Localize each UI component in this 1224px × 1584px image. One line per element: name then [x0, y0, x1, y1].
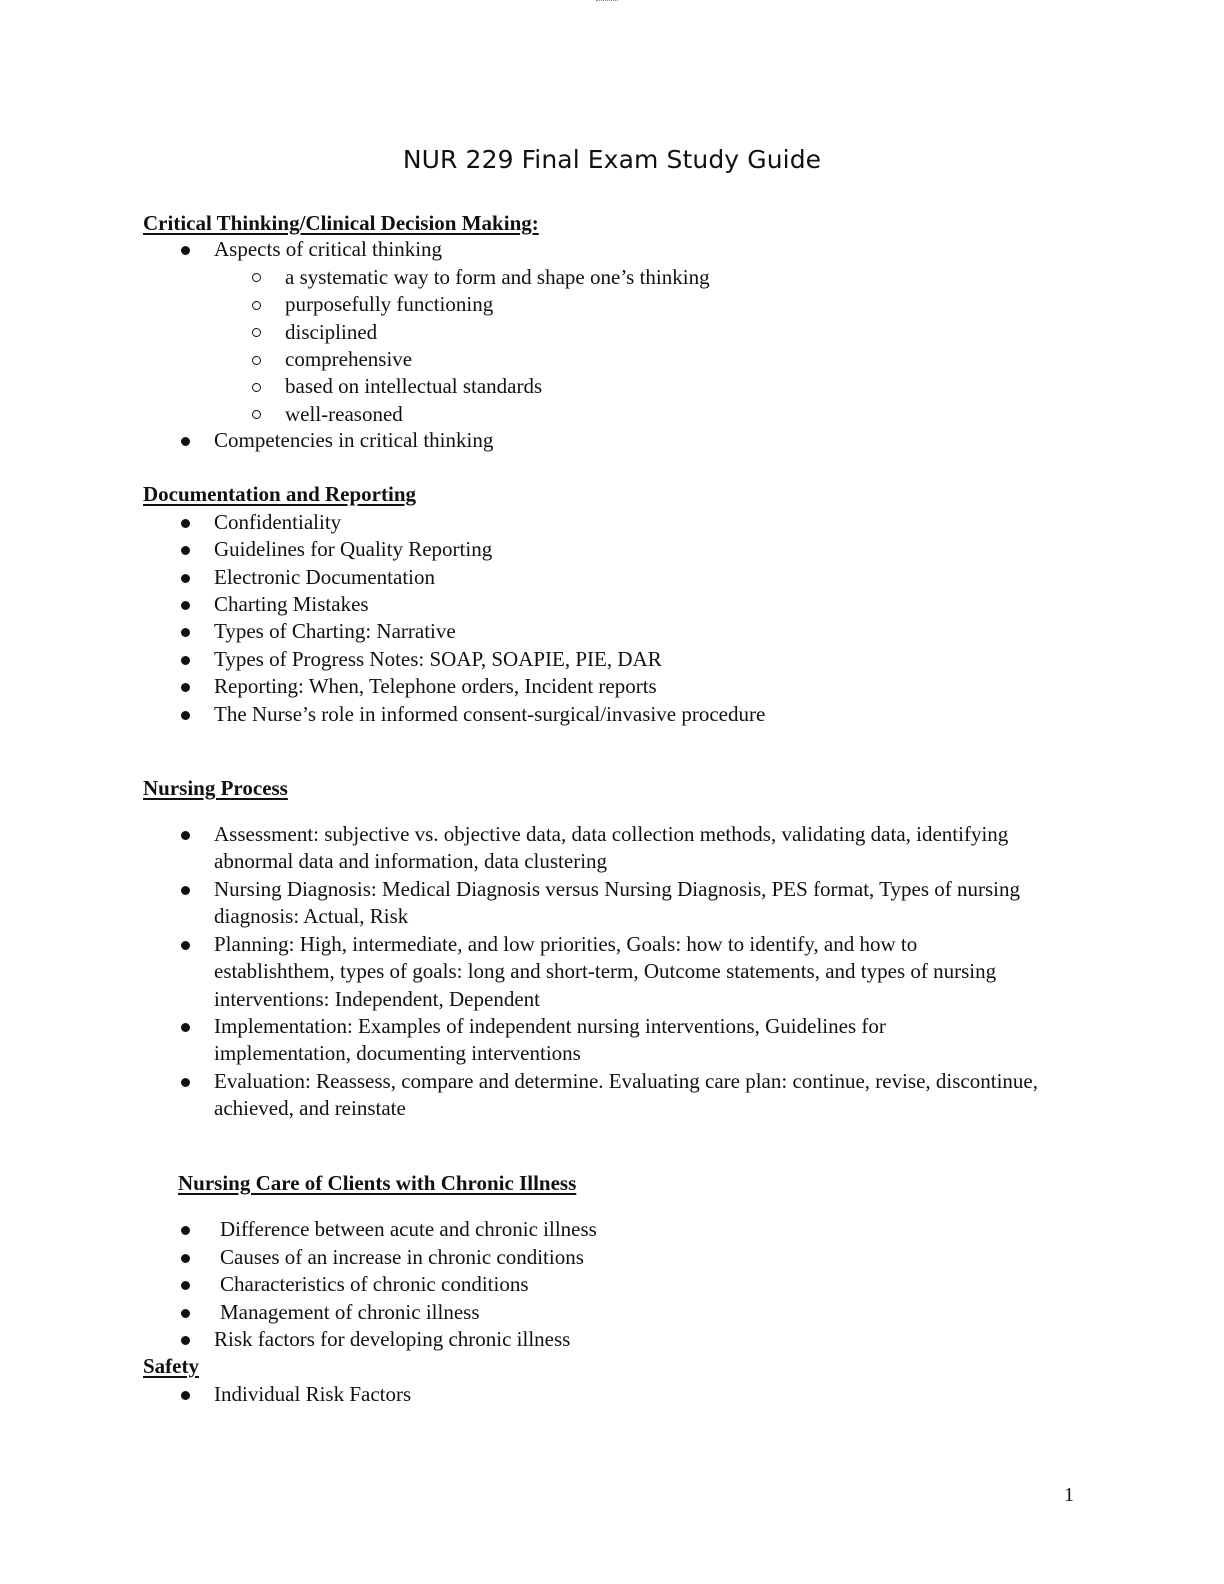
- sub-list-item: comprehensive: [285, 347, 413, 371]
- list-item: Electronic Documentation: [214, 565, 436, 589]
- list-item: Aspects of critical thinking: [214, 237, 443, 261]
- sub-list-item: based on intellectual standards: [285, 374, 543, 398]
- list-item: Characteristics of chronic conditions: [220, 1272, 529, 1296]
- list-item: Difference between acute and chronic illness: [220, 1217, 597, 1241]
- section-heading: Documentation and Reporting: [143, 482, 417, 506]
- list-item: Guidelines for Quality Reporting: [214, 537, 493, 561]
- sub-list-item: well-reasoned: [285, 402, 403, 426]
- list-item: Implementation: Examples of independent nursing interventions, Guidelines for implementation, documenting interventions: [214, 1014, 886, 1066]
- list-item: Charting Mistakes: [214, 592, 369, 616]
- bullet-icon: [181, 246, 190, 255]
- bullet-icon: [181, 1309, 190, 1318]
- bullet-icon: [181, 601, 190, 610]
- sub-bullet-icon: [252, 273, 261, 282]
- bullet-icon: [181, 519, 190, 528]
- list-item: Types of Charting: Narrative: [214, 619, 456, 643]
- list-item: Types of Progress Notes: SOAP, SOAPIE, PIE, DAR: [214, 647, 662, 671]
- sub-bullet-icon: [252, 328, 261, 337]
- bullet-icon: [181, 831, 190, 840]
- sub-list-item: a systematic way to form and shape one’s thinking: [285, 265, 710, 289]
- bullet-icon: [181, 656, 190, 665]
- list-item: Assessment: subjective vs. objective data, data collection methods, validating data, identifying abnormal data and information, data clustering: [214, 822, 1009, 874]
- top-mark: [596, 0, 618, 3]
- sub-bullet-icon: [252, 410, 261, 419]
- bullet-icon: [181, 628, 190, 637]
- list-item: Reporting: When, Telephone orders, Incident reports: [214, 674, 657, 698]
- list-item: Individual Risk Factors: [214, 1382, 412, 1406]
- bullet-icon: [181, 1023, 190, 1032]
- bullet-icon: [181, 437, 190, 446]
- sub-bullet-icon: [252, 383, 261, 392]
- list-item: Nursing Diagnosis: Medical Diagnosis versus Nursing Diagnosis, PES format, Types of nursing diagnosis: Actual, Risk: [214, 877, 1021, 929]
- bullet-icon: [181, 1078, 190, 1087]
- list-item: Causes of an increase in chronic conditions: [220, 1245, 584, 1269]
- list-item: Evaluation: Reassess, compare and determine. Evaluating care plan: continue, revise, discontinue, achieved, and reinstate: [214, 1069, 1038, 1121]
- bullet-icon: [181, 1336, 190, 1345]
- page-number: 1: [1064, 1484, 1074, 1506]
- list-item: Planning: High, intermediate, and low priorities, Goals: how to identify, and how to establishthem, types of goals: long and short-term, Outcome statements, and types of nursing interventions: Independent, Dependent: [214, 932, 997, 1011]
- bullet-icon: [181, 1281, 190, 1290]
- bullet-icon: [181, 546, 190, 555]
- sub-bullet-icon: [252, 301, 261, 310]
- bullet-icon: [181, 941, 190, 950]
- bullet-icon: [181, 711, 190, 720]
- bullet-icon: [181, 1226, 190, 1235]
- list-item: Confidentiality: [214, 510, 342, 534]
- bullet-icon: [181, 1391, 190, 1400]
- list-item: Competencies in critical thinking: [214, 428, 494, 452]
- section-heading: Nursing Care of Clients with Chronic Illness: [178, 1171, 577, 1195]
- section-heading: Safety: [143, 1354, 199, 1378]
- list-item: Management of chronic illness: [220, 1300, 480, 1324]
- sub-list-item: disciplined: [285, 320, 378, 344]
- list-item: Risk factors for developing chronic illness: [214, 1327, 571, 1351]
- sub-list-item: purposefully functioning: [285, 292, 494, 316]
- section-heading: Nursing Process: [143, 776, 288, 800]
- bullet-icon: [181, 683, 190, 692]
- sub-bullet-icon: [252, 356, 261, 365]
- bullet-icon: [181, 886, 190, 895]
- bullet-icon: [181, 1254, 190, 1263]
- document-title: NUR 229 Final Exam Study Guide: [402, 145, 822, 174]
- bullet-icon: [181, 574, 190, 583]
- section-heading: Critical Thinking/Clinical Decision Making:: [143, 211, 539, 235]
- list-item: The Nurse’s role in informed consent-surgical/invasive procedure: [214, 702, 766, 726]
